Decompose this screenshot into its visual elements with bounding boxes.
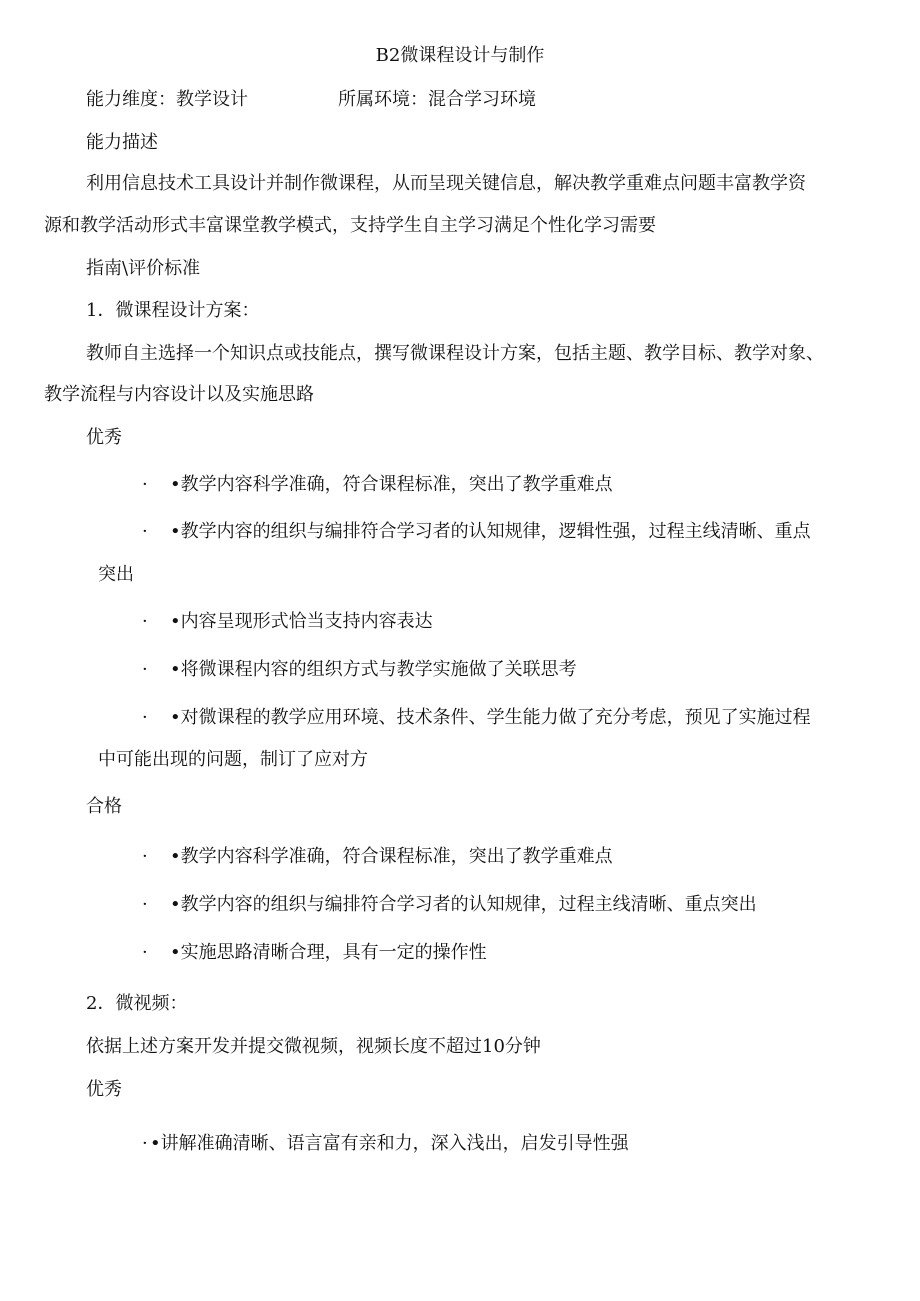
list-item [142,658,577,682]
list-item-text: •实施思路清晰合理，具有一定的操作性 [170,942,487,963]
list-item-text: •将微课程内容的组织方式与教学实施做了关联思考 [170,659,577,680]
bullet-marker: · [142,846,148,867]
section1-desc-line1: 教师自主选择一个知识点或技能点，撰写微课程设计方案，包括主题、教学目标、教学对象、 [86,343,824,364]
list-item [142,473,613,497]
document-title: B2微课程设计与制作 [375,45,545,66]
list-item-continuation: 中可能出现的问题，制订了应对方 [98,749,368,770]
list-item [142,845,613,869]
ability-desc-line2: 源和教学活动形式丰富课堂教学模式，支持学生自主学习满足个性化学习需要 [44,215,656,236]
list-item-text: •教学内容的组织与编排符合学习者的认知规律，逻辑性强，过程主线清晰、重点 [170,521,811,542]
bullet-marker: · [142,707,148,728]
list-item-text: •内容呈现形式恰当支持内容表达 [170,611,433,632]
section1-desc-line2: 教学流程与内容设计以及实施思路 [44,384,314,405]
list-item-text: •教学内容科学准确，符合课程标准，突出了教学重难点 [170,846,613,867]
list-item [142,520,811,544]
list-item-text: •教学内容的组织与编排符合学习者的认知规律，过程主线清晰、重点突出 [170,894,757,915]
section2-desc: 依据上述方案开发并提交微视频，视频长度不超过10分钟 [86,1036,541,1057]
ability-desc-line1: 利用信息技术工具设计并制作微课程，从而呈现关键信息，解决教学重难点问题丰富教学资 [86,173,806,194]
ability-heading: 能力描述 [86,132,158,153]
bullet-marker: · [142,894,148,915]
bullet-marker: · [142,942,148,963]
section1-heading: 1．微课程设计方案： [86,300,260,321]
bullet-marker: · [142,611,148,632]
list-item-text: •对微课程的教学应用环境、技术条件、学生能力做了充分考虑，预见了实施过程 [170,707,811,728]
list-item [142,610,433,634]
bullet-marker: · [142,1133,148,1154]
section1-excellent-label: 优秀 [86,427,122,448]
ability-dimension: 能力维度：教学设计 [86,89,248,110]
list-item [142,893,757,917]
section1-pass-label: 合格 [86,796,122,817]
list-item [142,706,811,730]
list-item-continuation: 突出 [98,564,134,585]
list-item-text: •讲解准确清晰、语言富有亲和力，深入浅出，启发引导性强 [150,1133,629,1154]
list-item [142,1132,629,1156]
learning-environment: 所属环境：混合学习环境 [338,89,536,110]
bullet-marker: · [142,474,148,495]
bullet-marker: · [142,659,148,680]
section2-heading: 2．微视频： [86,993,188,1014]
bullet-marker: · [142,521,148,542]
guide-heading: 指南\评价标准 [86,258,201,279]
list-item [142,941,487,965]
section2-excellent-label: 优秀 [86,1079,122,1100]
list-item-text: •教学内容科学准确，符合课程标准，突出了教学重难点 [170,474,613,495]
